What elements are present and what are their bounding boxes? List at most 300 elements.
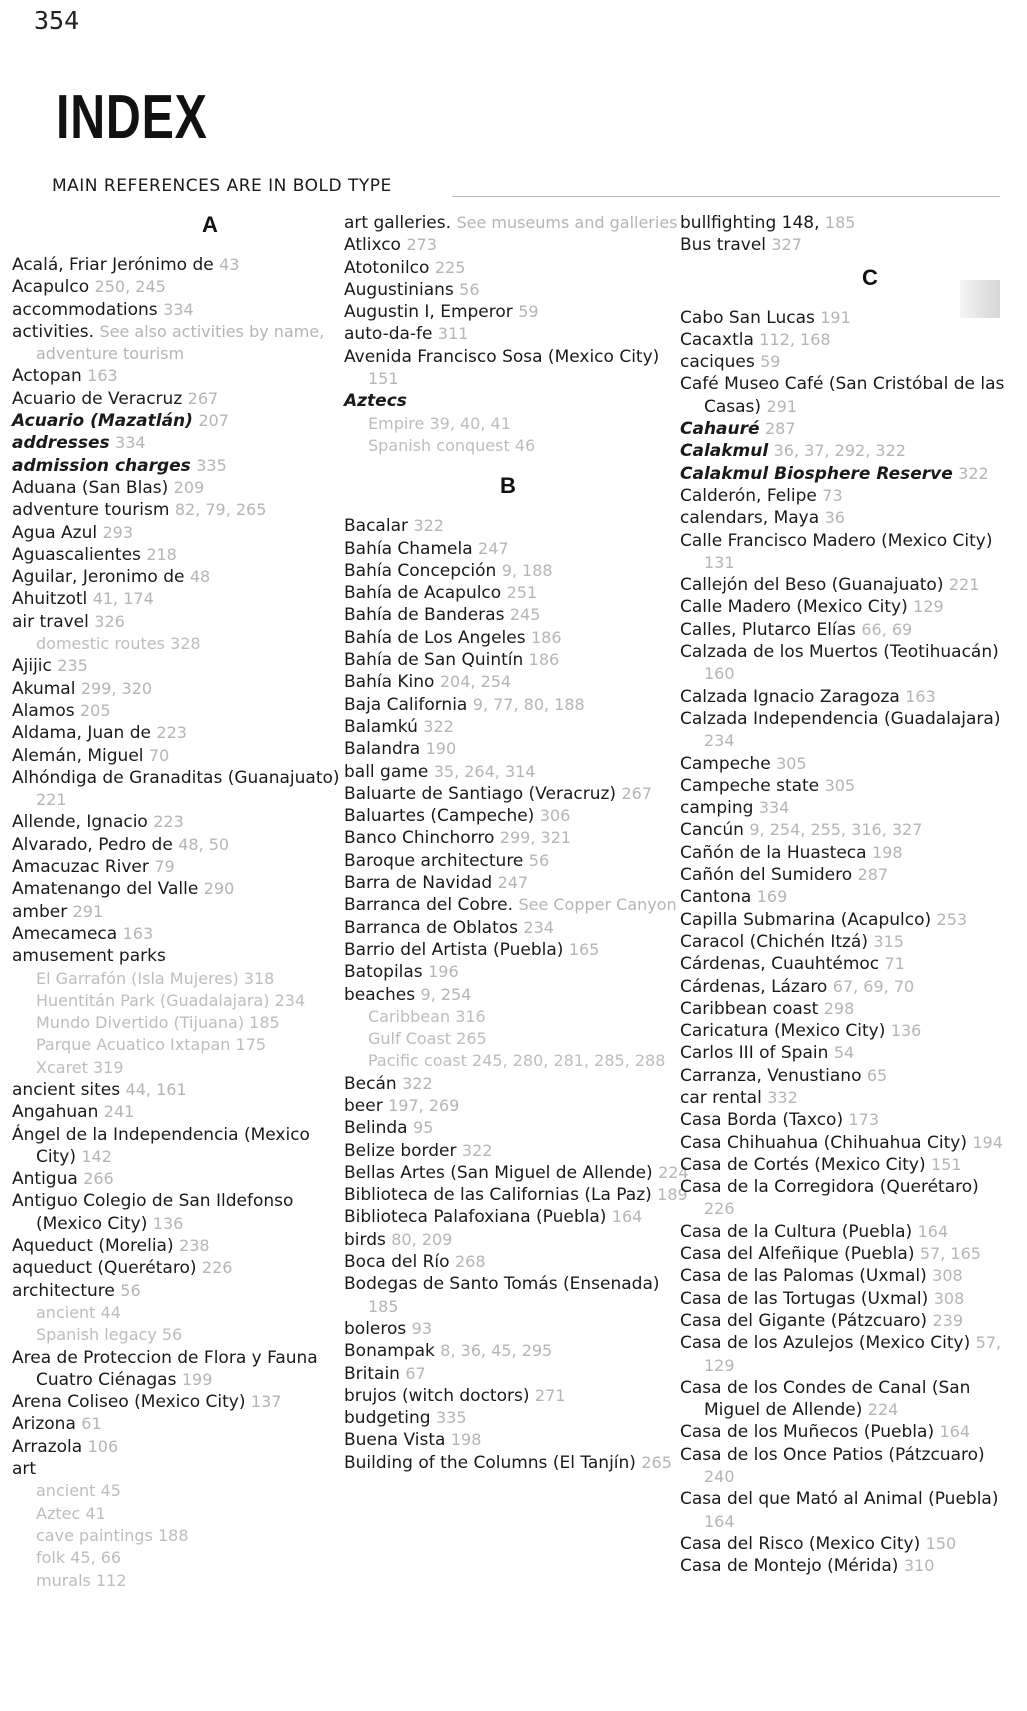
entry-term: Balandra xyxy=(344,739,421,760)
entry-pages: 265 xyxy=(641,1452,672,1472)
index-entry xyxy=(680,842,1010,864)
index-entry xyxy=(344,649,689,671)
entry-pages: 332 xyxy=(767,1087,798,1107)
entry-term: Bahía Chamela xyxy=(344,538,473,559)
entry-pages: 56 xyxy=(528,850,550,870)
entry-term: car rental xyxy=(680,1087,762,1108)
entry-term: Café Museo Café (San Cristóbal de las Casas) xyxy=(680,374,1005,417)
entry-term: Bahía Concepción xyxy=(344,560,497,581)
index-entry xyxy=(680,886,1010,908)
entry-term: addresses xyxy=(12,433,110,454)
page-title: INDEX xyxy=(56,83,208,152)
entry-pages: 334 xyxy=(758,798,790,818)
entry-pages: 238 xyxy=(179,1236,210,1256)
entry-pages: 54 xyxy=(833,1043,855,1063)
index-entry xyxy=(12,388,342,410)
entry-term: Casa del Risco (Mexico City) xyxy=(680,1533,921,1554)
entry-pages: 9, 77, 80, 188 xyxy=(472,694,585,714)
entry-pages: 267 xyxy=(187,388,219,408)
entry-term: Calle Madero (Mexico City) xyxy=(680,597,908,618)
entry-pages: 59 xyxy=(760,352,781,372)
index-entry xyxy=(680,329,1010,351)
entry-term: boleros xyxy=(344,1318,407,1339)
entry-pages: 129 xyxy=(913,597,944,617)
entry-term: Augustinians xyxy=(344,279,454,300)
entry-pages: 106 xyxy=(87,1436,119,1456)
index-entry xyxy=(344,212,689,234)
entry-pages: 235 xyxy=(57,656,88,676)
index-subentry: domestic routes 328 xyxy=(36,634,201,654)
entry-pages: 67 xyxy=(405,1363,426,1383)
index-entry xyxy=(680,596,1010,618)
index-entry xyxy=(344,257,689,279)
index-entry xyxy=(344,872,689,894)
index-entry xyxy=(344,515,689,537)
entry-term: admission charges xyxy=(12,455,191,476)
index-entry xyxy=(344,761,689,783)
entry-term: bullfighting 148, xyxy=(680,213,820,233)
index-entry xyxy=(344,1452,689,1474)
entry-term: Aldama, Juan de xyxy=(12,723,151,744)
index-subentry: ancient 45 xyxy=(36,1481,121,1501)
entry-pages: 41, 174 xyxy=(92,589,154,609)
index-subentry: Spanish conquest 46 xyxy=(368,435,536,455)
entry-term: Amacuzac River xyxy=(12,857,149,878)
entry-term: Arena Coliseo (Mexico City) xyxy=(12,1392,246,1413)
index-subentry: Huentitán Park (Guadalajara) 234 xyxy=(36,990,306,1010)
entry-pages: 271 xyxy=(534,1385,566,1405)
entry-pages: 225 xyxy=(434,257,466,277)
entry-term: Casa de los Muñecos (Puebla) xyxy=(680,1422,935,1443)
entry-term: Bahía Kino xyxy=(344,672,435,693)
index-subentry: Xcaret 319 xyxy=(36,1057,124,1077)
entry-pages: 267 xyxy=(621,783,652,803)
entry-pages: 43 xyxy=(219,255,240,274)
entry-term: Cárdenas, Cuauhtémoc xyxy=(680,954,880,975)
entry-term: adventure tourism xyxy=(12,500,170,521)
index-entry xyxy=(12,455,342,477)
entry-pages: 185 xyxy=(368,1296,399,1316)
index-entry xyxy=(12,1391,342,1413)
entry-term: Alamos xyxy=(12,700,75,721)
index-entry xyxy=(12,745,342,767)
entry-term: Batopilas xyxy=(344,962,423,983)
entry-pages: 137 xyxy=(250,1392,282,1412)
entry-term: Calakmul Biosphere Reserve xyxy=(680,463,953,484)
entry-pages: 36, 37, 292, 322 xyxy=(773,441,906,461)
entry-pages: 273 xyxy=(406,235,437,255)
entry-pages: 56 xyxy=(459,279,480,299)
entry-term: Building of the Columns (El Tanjín) xyxy=(344,1452,636,1473)
index-entry xyxy=(12,678,342,700)
entry-term: aqueduct (Querétaro) xyxy=(12,1258,197,1279)
index-entry xyxy=(680,1377,1010,1422)
entry-pages: 223 xyxy=(153,812,184,832)
index-subentry: Mundo Divertido (Tijuana) 185 xyxy=(36,1013,280,1033)
entry-pages: 185 xyxy=(824,213,856,232)
entry-term: birds xyxy=(344,1229,386,1250)
index-entry xyxy=(12,1079,342,1101)
index-entry xyxy=(344,961,689,983)
entry-pages: 59 xyxy=(518,302,539,322)
entry-term: Casa de la Corregidora (Querétaro) xyxy=(680,1177,979,1198)
index-entry xyxy=(680,1176,1010,1221)
entry-term: Cantona xyxy=(680,887,752,908)
entry-term: ancient sites xyxy=(12,1079,121,1100)
entry-pages: 240 xyxy=(704,1467,735,1487)
index-entry xyxy=(680,819,1010,841)
entry-term: Baluartes (Campeche) xyxy=(344,806,535,827)
index-entry xyxy=(680,530,1010,575)
entry-pages: 326 xyxy=(94,611,125,631)
index-entry xyxy=(12,321,342,366)
entry-term: Bodegas de Santo Tomás (Ensenada) xyxy=(344,1274,660,1295)
entry-pages: 335 xyxy=(196,455,227,475)
index-entry xyxy=(12,365,342,387)
index-entry xyxy=(680,753,1010,775)
entry-pages: 298 xyxy=(823,998,855,1018)
entry-pages: 226 xyxy=(201,1258,233,1278)
index-entry xyxy=(344,1229,689,1251)
entry-term: Caracol (Chichén Itzá) xyxy=(680,931,868,952)
index-entry xyxy=(344,1140,689,1162)
entry-term: Casa de las Tortugas (Uxmal) xyxy=(680,1288,929,1309)
entry-pages: 266 xyxy=(83,1169,114,1189)
index-entry xyxy=(12,254,342,276)
entry-term: Caricatura (Mexico City) xyxy=(680,1021,886,1042)
entry-pages: 95 xyxy=(412,1118,434,1138)
index-entry xyxy=(12,566,342,588)
index-entry xyxy=(344,538,689,560)
index-entry xyxy=(344,939,689,961)
entry-term: Aztecs xyxy=(344,391,407,412)
entry-term: Calle Francisco Madero (Mexico City) xyxy=(680,530,993,551)
entry-term: Carranza, Venustiano xyxy=(680,1065,862,1086)
entry-pages: 247 xyxy=(497,873,529,893)
index-entry xyxy=(680,234,1010,256)
entry-pages: 164 xyxy=(939,1422,971,1442)
index-entry xyxy=(344,1385,689,1407)
entry-pages: 226 xyxy=(704,1199,735,1219)
index-subentry: Empire 39, 40, 41 xyxy=(368,413,511,433)
entry-term: Campeche xyxy=(680,753,771,774)
entry-pages: 136 xyxy=(890,1021,922,1041)
index-entry xyxy=(680,212,1010,234)
index-entry xyxy=(12,1257,342,1279)
index-entry xyxy=(680,351,1010,373)
entry-term: air travel xyxy=(12,611,89,632)
index-entry xyxy=(12,432,342,454)
entry-term: Casa de los Once Patios (Pátzcuaro) xyxy=(680,1444,985,1465)
entry-pages: 8, 36, 45, 295 xyxy=(440,1341,553,1361)
index-entry xyxy=(12,1280,342,1302)
entry-pages: 194 xyxy=(972,1132,1003,1152)
entry-term: Angahuan xyxy=(12,1102,99,1123)
entry-term: Aqueduct (Morelia) xyxy=(12,1236,174,1257)
index-entry xyxy=(680,953,1010,975)
entry-term: Capilla Submarina (Acapulco) xyxy=(680,909,932,930)
entry-pages: 310 xyxy=(903,1556,935,1576)
entry-pages: 322 xyxy=(402,1073,433,1093)
index-entry xyxy=(680,686,1010,708)
index-entry xyxy=(344,917,689,939)
index-entry xyxy=(344,346,689,391)
entry-term: architecture xyxy=(12,1280,115,1301)
entry-pages: 305 xyxy=(776,753,807,773)
index-entry xyxy=(680,1310,1010,1332)
index-entry xyxy=(680,1020,1010,1042)
index-entry xyxy=(12,1101,342,1123)
entry-pages: 82, 79, 265 xyxy=(174,500,267,520)
index-entry xyxy=(344,1407,689,1429)
index-entry xyxy=(680,574,1010,596)
entry-pages: 189 xyxy=(657,1185,688,1205)
entry-pages: 315 xyxy=(873,931,904,951)
entry-term: Calderón, Felipe xyxy=(680,485,817,506)
entry-pages: 66, 69 xyxy=(861,619,913,639)
index-entry xyxy=(344,716,689,738)
entry-term: Arrazola xyxy=(12,1436,83,1457)
index-entry xyxy=(344,783,689,805)
index-entry xyxy=(344,1273,689,1318)
index-entry xyxy=(344,1206,689,1228)
entry-pages: 308 xyxy=(932,1266,963,1286)
index-entry xyxy=(344,984,689,1006)
entry-term: Casa de Cortés (Mexico City) xyxy=(680,1154,926,1175)
entry-term: Buena Vista xyxy=(344,1430,446,1451)
index-entry xyxy=(12,1413,342,1435)
entry-term: Biblioteca de las Californias (La Paz) xyxy=(344,1185,652,1206)
entry-pages: 131 xyxy=(704,552,735,572)
entry-pages: 241 xyxy=(103,1102,135,1122)
entry-pages: 9, 254, 255, 316, 327 xyxy=(749,820,923,840)
index-entry xyxy=(680,440,1010,462)
entry-pages: 73 xyxy=(822,485,843,505)
entry-pages: 221 xyxy=(948,575,980,595)
index-entry xyxy=(680,307,1010,329)
entry-term: Barra de Navidad xyxy=(344,873,493,894)
index-entry xyxy=(680,1332,1010,1377)
entry-pages: 56 xyxy=(120,1280,141,1300)
index-entry xyxy=(12,1168,342,1190)
entry-pages: 150 xyxy=(925,1533,957,1553)
index-entry xyxy=(344,694,689,716)
index-entry xyxy=(680,1421,1010,1443)
entry-pages: 335 xyxy=(435,1408,467,1428)
entry-pages: 160 xyxy=(704,664,735,684)
index-entry xyxy=(12,700,342,722)
index-entry xyxy=(12,767,342,812)
entry-pages: 164 xyxy=(917,1221,949,1241)
entry-term: Bonampak xyxy=(344,1341,435,1362)
index-entry xyxy=(680,976,1010,998)
entry-term: Allende, Ignacio xyxy=(12,812,148,833)
entry-term: Bahía de Banderas xyxy=(344,605,505,626)
index-entry xyxy=(344,323,689,345)
entry-term: Calles, Plutarco Elías xyxy=(680,619,856,640)
entry-pages: 198 xyxy=(450,1430,482,1450)
section-letter: B xyxy=(500,473,516,499)
index-entry xyxy=(680,1533,1010,1555)
entry-term: Bahía de San Quintín xyxy=(344,650,524,671)
entry-pages: 322 xyxy=(413,516,444,536)
entry-pages: 191 xyxy=(820,307,851,327)
entry-term: Acalá, Friar Jerónimo de xyxy=(12,255,214,275)
entry-term: ball game xyxy=(344,761,429,782)
entry-pages: 308 xyxy=(933,1288,965,1308)
entry-term: budgeting xyxy=(344,1408,431,1429)
entry-pages: 334 xyxy=(163,299,194,319)
entry-term: Ángel de la Independencia (Mexico City) xyxy=(12,1124,310,1167)
index-entry xyxy=(680,708,1010,753)
entry-term: Calzada de los Muertos (Teotihuacán) xyxy=(680,642,999,663)
entry-pages: 186 xyxy=(528,650,560,670)
entry-term: Britain xyxy=(344,1363,400,1384)
entry-pages: 221 xyxy=(36,790,67,810)
entry-pages: 334 xyxy=(115,433,146,453)
entry-pages: 299, 320 xyxy=(80,678,153,698)
entry-term: Baja California xyxy=(344,694,468,715)
entry-pages: 223 xyxy=(156,723,187,743)
index-entry xyxy=(344,627,689,649)
index-entry xyxy=(680,998,1010,1020)
entry-term: art xyxy=(12,1459,37,1480)
index-entry xyxy=(680,797,1010,819)
entry-pages: 151 xyxy=(931,1154,962,1174)
entry-pages: 48, 50 xyxy=(178,834,230,854)
index-subentry: cave paintings 188 xyxy=(36,1525,189,1545)
entry-pages: 190 xyxy=(425,739,457,759)
section-letter: A xyxy=(202,212,218,237)
index-subentry: El Garrafón (Isla Mujeres) 318 xyxy=(36,968,275,988)
entry-term: Casa del Gigante (Pátzcuaro) xyxy=(680,1310,928,1331)
entry-pages: 291 xyxy=(766,396,798,416)
entry-pages: 173 xyxy=(848,1110,880,1130)
entry-pages: 205 xyxy=(80,700,111,720)
index-entry xyxy=(680,1042,1010,1064)
entry-pages: 35, 264, 314 xyxy=(433,761,536,781)
entry-pages: 57, 129 xyxy=(704,1333,1002,1375)
entry-term: Acuario de Veracruz xyxy=(12,388,183,409)
entry-term: Cabo San Lucas xyxy=(680,307,815,328)
entry-term: Antigua xyxy=(12,1169,78,1190)
index-entry xyxy=(680,1488,1010,1533)
entry-pages: 79 xyxy=(154,857,175,877)
index-entry xyxy=(680,463,1010,485)
page-subtitle: MAIN REFERENCES ARE IN BOLD TYPE xyxy=(52,176,392,196)
entry-pages: 322 xyxy=(958,463,989,483)
entry-pages: 245 xyxy=(509,605,541,625)
index-entry xyxy=(680,418,1010,440)
entry-pages: 207 xyxy=(198,411,229,431)
index-entry xyxy=(344,1117,689,1139)
entry-pages: 163 xyxy=(87,366,118,386)
entry-pages: 67, 69, 70 xyxy=(832,976,915,996)
entry-term: Cañón del Sumidero xyxy=(680,865,853,886)
index-entry xyxy=(680,1154,1010,1176)
entry-term: Atotonilco xyxy=(344,257,430,278)
entry-term: Casa del que Mató al Animal (Puebla) xyxy=(680,1489,999,1510)
header-rule xyxy=(452,196,1000,197)
index-subentry: Caribbean 316 xyxy=(368,1006,486,1026)
entry-term: Acapulco xyxy=(12,277,90,298)
entry-pages: 9, 254 xyxy=(420,984,472,1004)
index-entry xyxy=(344,850,689,872)
entry-pages: 234 xyxy=(704,731,735,751)
index-entry xyxy=(680,1288,1010,1310)
entry-term: Amecameca xyxy=(12,923,118,944)
entry-term: Cañón de la Huasteca xyxy=(680,842,867,863)
entry-term: Calzada Independencia (Guadalajara) xyxy=(680,708,1001,729)
index-entry xyxy=(12,1235,342,1257)
entry-term: Aduana (San Blas) xyxy=(12,477,169,498)
entry-pages: 36 xyxy=(824,508,845,528)
entry-term: Barranca de Oblatos xyxy=(344,917,519,938)
entry-term: Casa Chihuahua (Chihuahua City) xyxy=(680,1132,967,1153)
index-entry xyxy=(12,1347,342,1392)
index-column-3 xyxy=(680,212,1010,1578)
entry-term: Bellas Artes (San Miguel de Allende) xyxy=(344,1162,653,1183)
index-subentry: Aztec 41 xyxy=(36,1503,106,1523)
entry-pages: 197, 269 xyxy=(388,1095,460,1115)
index-entry xyxy=(344,560,689,582)
index-entry xyxy=(12,1436,342,1458)
index-entry xyxy=(344,1429,689,1451)
entry-pages: 61 xyxy=(81,1414,102,1434)
entry-term: Belinda xyxy=(344,1118,408,1139)
entry-pages: 198 xyxy=(871,842,903,862)
index-entry xyxy=(344,1162,689,1184)
index-entry xyxy=(344,1363,689,1385)
entry-term: Casa de los Condes de Canal (San Miguel de Allende) xyxy=(680,1377,971,1421)
index-subentry: Spanish legacy 56 xyxy=(36,1325,183,1345)
entry-pages: 218 xyxy=(146,544,177,564)
index-entry xyxy=(12,544,342,566)
index-entry xyxy=(344,894,689,916)
index-entry xyxy=(680,1221,1010,1243)
entry-term: Alvarado, Pedro de xyxy=(12,834,173,855)
entry-term: Cahauré xyxy=(680,419,760,440)
entry-term: amusement parks xyxy=(12,946,166,967)
entry-pages: 224 xyxy=(658,1162,689,1182)
entry-pages: 299, 321 xyxy=(499,828,572,848)
index-entry xyxy=(680,909,1010,931)
index-entry xyxy=(344,1251,689,1273)
index-entry xyxy=(12,878,342,900)
index-entry xyxy=(344,279,689,301)
page-number: 354 xyxy=(34,6,80,35)
index-entry xyxy=(344,301,689,323)
entry-term: Calakmul xyxy=(680,441,769,462)
index-subentry: Pacific coast 245, 280, 281, 285, 288 xyxy=(368,1051,666,1071)
entry-pages: 287 xyxy=(764,419,796,439)
index-entry xyxy=(344,582,689,604)
entry-term: Caribbean coast xyxy=(680,998,819,1019)
entry-pages: 164 xyxy=(704,1511,735,1531)
entry-term: Cacaxtla xyxy=(680,329,754,350)
index-subentry: Parque Acuatico Ixtapan 175 xyxy=(36,1035,267,1055)
entry-term: Banco Chinchorro xyxy=(344,828,495,849)
index-entry xyxy=(680,1109,1010,1131)
entry-term: Bahía de Acapulco xyxy=(344,583,502,604)
entry-term: Barranca del Cobre. xyxy=(344,895,514,916)
index-entry xyxy=(680,1065,1010,1087)
entry-term: Aguilar, Jeronimo de xyxy=(12,567,185,588)
index-entry xyxy=(680,1555,1010,1577)
entry-term: Akumal xyxy=(12,678,76,699)
entry-term: Amatenango del Valle xyxy=(12,879,199,900)
index-entry xyxy=(344,390,689,412)
